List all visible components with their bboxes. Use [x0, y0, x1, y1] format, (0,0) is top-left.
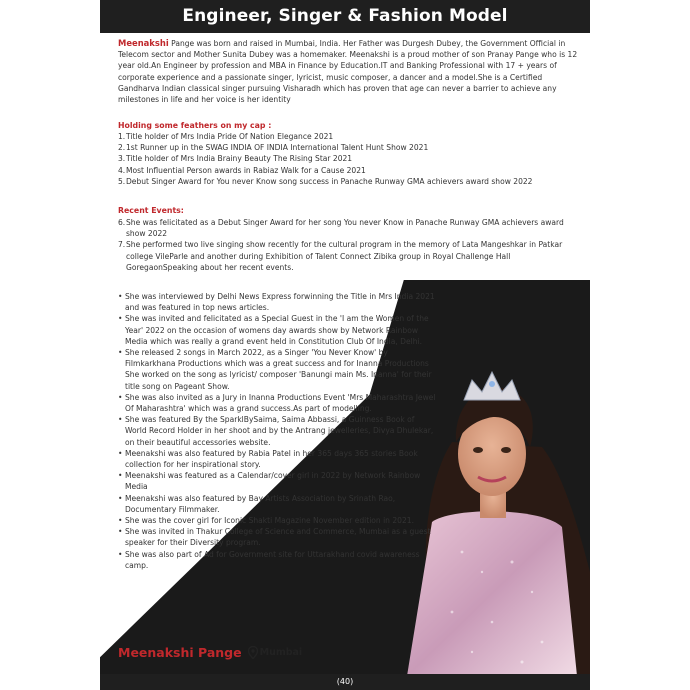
location-pin-icon [248, 646, 258, 659]
intro-text: Pange was born and raised in Mumbai, India. Her Father was Durgesh Dubey, the Government Official in Telecom sector and Mother Sunita Dubey was a homemaker. Meenakshi is a proud mother of son Pranay Pange who is 12 year old.An Engineer by profession and MBA in Finance by Education.IT and Banking Professional with 17 + years of corporate experience and a passionate singer, lyricist, music composer, a dancer and a model.She is a Certified Gandharva Indian classical singer pursuing Visharadh which has proven that age can never a barrier to achieve any milestones in life and her voice is her identity [118, 39, 578, 105]
recent-events-heading: Recent Events: [118, 206, 184, 215]
recent-events-list [118, 217, 580, 273]
footer-name: Meenakshi Pange [118, 645, 242, 660]
list-item [118, 153, 580, 164]
list-item [118, 217, 580, 239]
bullet-item [118, 448, 436, 470]
bullet-item [118, 470, 436, 492]
bullet-text: She was also invited as a Jury in Inanna Productions Event 'Mrs Maharashtra Jewel Of Maharashtra' which was a grand success.As part of modelling. [125, 392, 436, 414]
item-number: 3. [118, 154, 126, 164]
bullet-text: Meenakshi was also featured by Bay Artists Association by Srinath Rao, Documentary Filmmaker. [125, 493, 396, 514]
intro-paragraph [118, 38, 578, 105]
list-item [118, 142, 580, 153]
bullet-item [118, 515, 436, 526]
bullet-item [118, 392, 436, 414]
list-item [118, 176, 580, 187]
bullet-dot: • [118, 415, 123, 425]
bullet-item [118, 549, 436, 571]
bullet-dot: • [118, 493, 123, 503]
bullet-text: She was invited in Thakur College of Science and Commerce, Mumbai as a guest speaker for their Diversity program. [125, 527, 431, 548]
list-item [118, 131, 580, 142]
item-number: 7. [118, 240, 126, 250]
item-text: Most Influential Person awards in Rabiaz Walk for a Cause 2021 [126, 165, 366, 175]
bullet-text: She was also part of Ad for Government site for Uttarakhand covid awareness camp. [125, 549, 420, 570]
list-item [118, 239, 580, 273]
page-number: (40) [100, 674, 590, 690]
item-number: 5. [118, 176, 126, 186]
intro-lead-name: Meenakshi [118, 38, 169, 48]
footer-signature [118, 645, 302, 660]
bullet-item [118, 493, 436, 515]
item-number: 4. [118, 165, 126, 175]
list-item [118, 165, 580, 176]
bullet-text: Meenakshi was featured as a Calendar/cover girl in 2022 by Network Rainbow Media [125, 471, 421, 492]
bullet-dot: • [118, 448, 123, 458]
feathers-list [118, 131, 580, 187]
bullet-text: She was invited and felicitated as a Special Guest in the 'I am the Women of the Year' 2022 on the occasion of womens day awards show by Network Rainbow Media which was really a grand event held in Constitution Club Of India, Delhi. [125, 314, 429, 346]
bullet-item [118, 291, 436, 313]
bullet-text: Meenakshi was also featured by Rabia Patel in her 365 days 365 stories Book collection for her inspirational story. [125, 448, 418, 470]
page-title: Engineer, Singer & Fashion Model [100, 0, 590, 33]
bullet-dot: • [118, 549, 123, 559]
achievements-bullet-list [118, 291, 436, 571]
bullet-item [118, 414, 436, 448]
bullet-text: She was interviewed by Delhi News Express forwinning the Title in Mrs India 2021 and was featured in top news articles. [125, 292, 435, 313]
bullet-dot: • [118, 516, 123, 526]
bullet-dot: • [118, 471, 123, 481]
bullet-text: She was the cover girl for Iconic Shakti Magazine November edition in 2021. [125, 516, 414, 526]
bullet-item [118, 313, 436, 347]
bullet-item [118, 526, 436, 548]
item-text: She was felicitated as a Debut Singer Award for her song You never Know in Panache Runway GMA achievers award show 2022 [126, 218, 564, 239]
bullet-dot: • [118, 292, 123, 301]
item-text: 1st Runner up in the SWAG INDIA OF INDIA International Talent Hunt Show 2021 [126, 143, 429, 153]
bullet-text: She was featured By the SparklBySaima, Saima Abbassi, a Guinness Book of World Record Holder in her shoot and by the Antrang jewelleries, Divya Dhulekar, on their beautiful accessories website. [125, 415, 434, 447]
bullet-dot: • [118, 392, 123, 402]
item-number: 2. [118, 143, 126, 153]
bullet-dot: • [118, 348, 123, 358]
footer-city: Mumbai [259, 647, 303, 658]
item-number: 1. [118, 132, 126, 141]
magazine-page [100, 0, 590, 690]
bullet-item [118, 347, 436, 392]
bullet-text: She released 2 songs in March 2022, as a Singer 'You Never Know' by Filmkarkhana Productions which was a great success and for Inanna Productions She worked on the song as lyricist/ composer 'Banungi main Ms. Inanna' for their title song on Pageant Show. [125, 348, 432, 391]
bullet-dot: • [118, 527, 123, 537]
item-number: 6. [118, 218, 126, 227]
item-text: She performed two live singing show recently for the cultural program in the memory of Lata Mangeshkar in Patkar college VileParle and another during Exhibition of Talent Connect Zibika group in Royal Challenge Hall GoregaonSpeaking about her recent events. [126, 240, 563, 272]
bullet-dot: • [118, 314, 123, 324]
feathers-heading: Holding some feathers on my cap : [118, 121, 272, 130]
item-text: Debut Singer Award for You never Know song success in Panache Runway GMA achievers award show 2022 [126, 176, 533, 186]
item-text: Title holder of Mrs India Brainy Beauty The Rising Star 2021 [126, 154, 353, 164]
item-text: Title holder of Mrs India Pride Of Nation Elegance 2021 [126, 132, 334, 141]
